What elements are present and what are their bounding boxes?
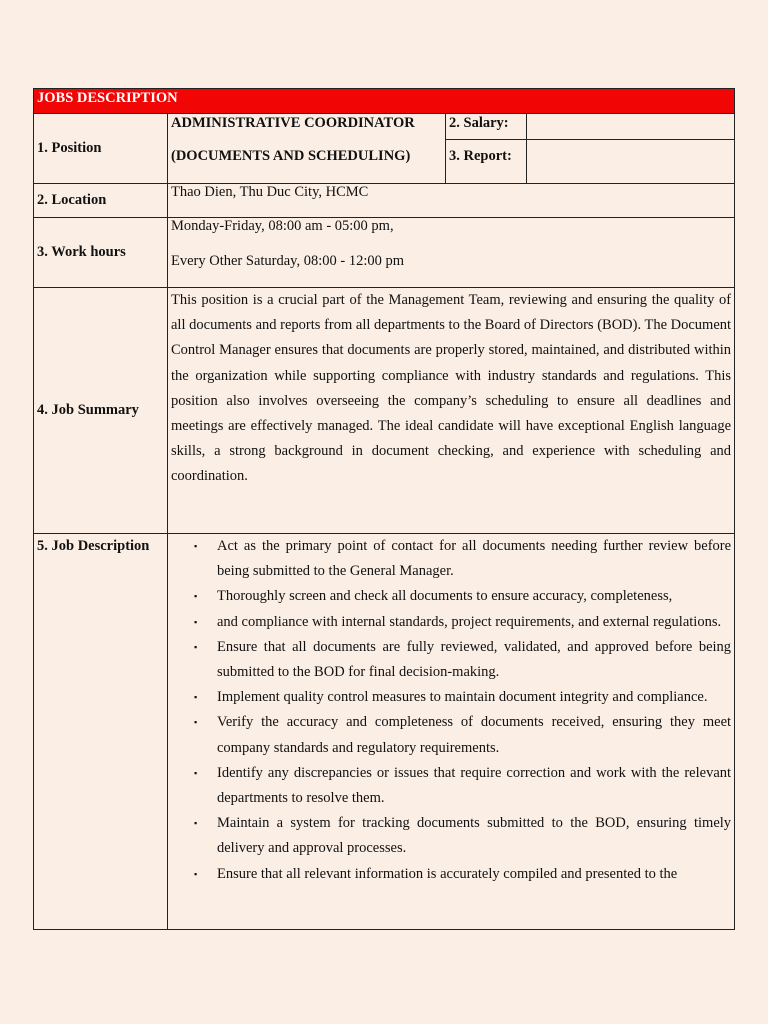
job-description-item-text: Ensure that all relevant information is accurately compiled and presented to the xyxy=(217,865,678,882)
job-description-label: 5. Job Description xyxy=(34,534,168,930)
work-hours-line2: Every Other Saturday, 08:00 - 12:00 pm xyxy=(171,253,405,269)
location-label: 2. Location xyxy=(34,184,168,218)
location-value: Thao Dien, Thu Duc City, HCMC xyxy=(168,184,735,218)
work-hours-label: 3. Work hours xyxy=(34,218,168,288)
position-label: 1. Position xyxy=(34,114,168,184)
bullet-icon: ▪ xyxy=(194,641,198,652)
job-description-table xyxy=(33,88,735,930)
bullet-icon: ▪ xyxy=(194,868,198,879)
bullet-icon: ▪ xyxy=(194,541,198,551)
job-description-item xyxy=(171,534,731,584)
work-hours-row xyxy=(34,218,735,288)
job-description-row xyxy=(34,534,735,930)
location-row xyxy=(34,184,735,218)
job-description-item xyxy=(171,710,731,760)
job-description-item-text: Verify the accuracy and completeness of documents received, ensuring they meet company standards and regulatory requirements. xyxy=(217,714,732,756)
bullet-icon: ▪ xyxy=(194,717,198,728)
bullet-icon: ▪ xyxy=(194,767,198,778)
header-row xyxy=(34,89,735,114)
position-title-line2: (DOCUMENTS AND SCHEDULING) xyxy=(168,140,446,184)
job-description-item xyxy=(171,811,731,861)
salary-value xyxy=(527,114,735,140)
position-title-line1: ADMINISTRATIVE COORDINATOR xyxy=(168,114,446,140)
report-label: 3. Report: xyxy=(446,140,527,184)
job-description-item-text: Maintain a system for tracking documents submitted to the BOD, ensuring timely delivery and approval processes. xyxy=(217,815,732,857)
bullet-icon: ▪ xyxy=(194,818,198,829)
salary-label: 2. Salary: xyxy=(446,114,527,140)
job-description-item-text: Act as the primary point of contact for all documents needing further review before being submitted to the General Manager. xyxy=(217,538,732,580)
bullet-icon: ▪ xyxy=(194,616,198,627)
job-description-item xyxy=(171,685,731,710)
job-description-item xyxy=(171,584,731,609)
job-summary-label: 4. Job Summary xyxy=(34,288,168,534)
position-row-1 xyxy=(34,114,735,140)
job-summary-text: This position is a crucial part of the Management Team, reviewing and ensuring the quality of all documents and reports from all departments to the Board of Directors (BOD). The Document Control Manager ensures that documents are properly stored, maintained, and distributed within the organization while supporting compliance with industry standards and regulations. This position also involves overseeing the company’s scheduling to ensure all deadlines and meetings are effectively managed. The ideal candidate will have exceptional English language skills, a strong background in document checking, and experience with scheduling and coordination. xyxy=(168,288,735,534)
job-description-list xyxy=(171,534,731,887)
work-hours-line1: Monday-Friday, 08:00 am - 05:00 pm, xyxy=(171,218,394,234)
job-description-item-text: Implement quality control measures to maintain document integrity and compliance. xyxy=(217,689,708,706)
job-description-item-text: Thoroughly screen and check all documents to ensure accuracy, completeness, xyxy=(217,588,673,605)
job-summary-row xyxy=(34,288,735,534)
job-description-item-text: and compliance with internal standards, project requirements, and external regulations. xyxy=(217,613,722,630)
job-description-content xyxy=(168,534,735,930)
job-description-item xyxy=(171,635,731,685)
job-description-item-text: Ensure that all documents are fully reviewed, validated, and approved before being submitted to the BOD for final decision-making. xyxy=(217,638,732,681)
job-description-item xyxy=(171,761,731,811)
document-title: JOBS DESCRIPTION xyxy=(34,89,735,114)
job-description-item-text: Identify any discrepancies or issues that require correction and work with the relevant departments to resolve them. xyxy=(217,764,732,807)
job-description-item xyxy=(171,610,731,635)
job-description-item xyxy=(171,862,731,887)
bullet-icon: ▪ xyxy=(194,591,198,602)
report-value xyxy=(527,140,735,184)
bullet-icon: ▪ xyxy=(194,692,198,703)
work-hours-value xyxy=(168,218,735,288)
